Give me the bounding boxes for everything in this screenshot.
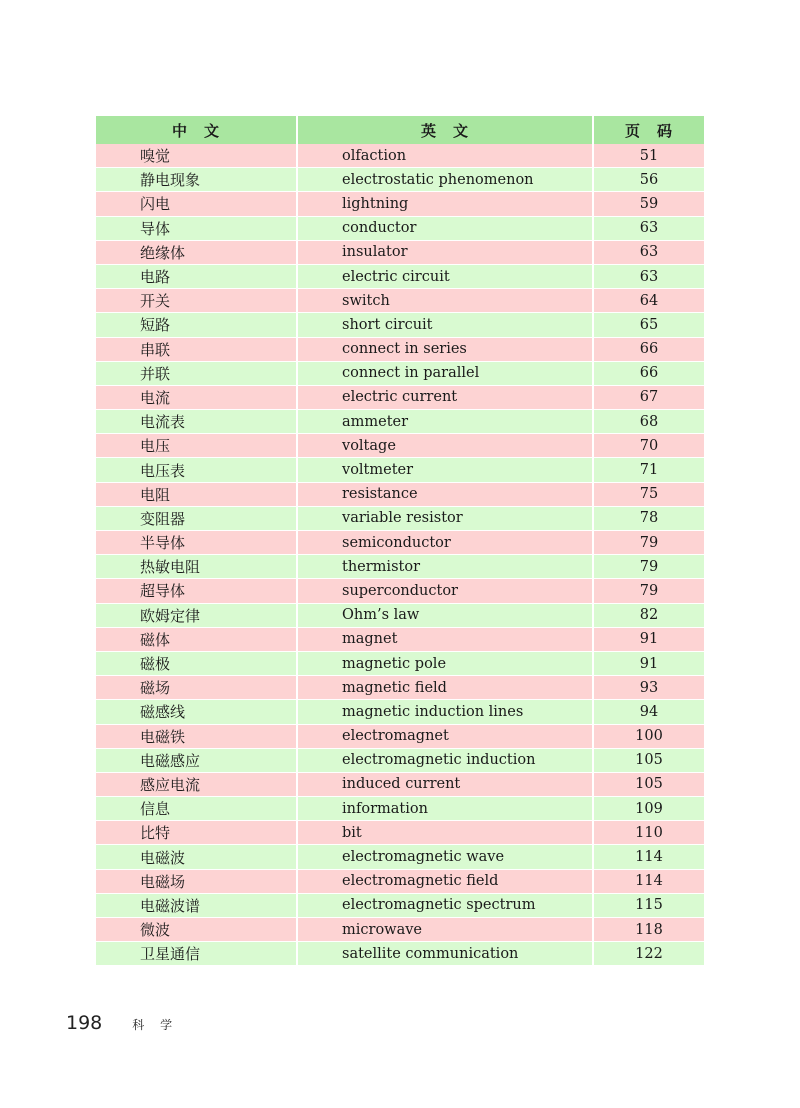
term-chinese: 电磁波谱 bbox=[96, 894, 298, 917]
table-row bbox=[96, 821, 704, 845]
term-chinese: 静电现象 bbox=[96, 168, 298, 191]
term-english: magnetic field bbox=[298, 676, 594, 699]
table-body bbox=[96, 144, 704, 966]
table-row bbox=[96, 894, 704, 918]
term-page: 79 bbox=[594, 531, 704, 554]
term-page: 66 bbox=[594, 362, 704, 385]
table-row bbox=[96, 458, 704, 482]
table-row bbox=[96, 628, 704, 652]
term-chinese: 感应电流 bbox=[96, 773, 298, 796]
header-english: 英 文 bbox=[298, 116, 594, 144]
table-row bbox=[96, 168, 704, 192]
term-english: electrostatic phenomenon bbox=[298, 168, 594, 191]
table-row bbox=[96, 676, 704, 700]
term-chinese: 比特 bbox=[96, 821, 298, 844]
term-english: voltage bbox=[298, 434, 594, 457]
term-page: 114 bbox=[594, 870, 704, 893]
term-chinese: 电磁感应 bbox=[96, 749, 298, 772]
term-chinese: 电压表 bbox=[96, 458, 298, 481]
table-row bbox=[96, 942, 704, 966]
term-english: superconductor bbox=[298, 579, 594, 602]
table-row bbox=[96, 217, 704, 241]
term-english: Ohm’s law bbox=[298, 604, 594, 627]
term-chinese: 超导体 bbox=[96, 579, 298, 602]
term-page: 65 bbox=[594, 313, 704, 336]
table-row bbox=[96, 797, 704, 821]
term-english: lightning bbox=[298, 192, 594, 215]
term-page: 91 bbox=[594, 652, 704, 675]
term-english: semiconductor bbox=[298, 531, 594, 554]
term-english: switch bbox=[298, 289, 594, 312]
term-english: connect in parallel bbox=[298, 362, 594, 385]
table-row bbox=[96, 918, 704, 942]
table-row bbox=[96, 870, 704, 894]
table-row bbox=[96, 338, 704, 362]
table-row bbox=[96, 192, 704, 216]
table-row bbox=[96, 410, 704, 434]
term-page: 63 bbox=[594, 265, 704, 288]
term-chinese: 卫星通信 bbox=[96, 942, 298, 965]
term-chinese: 串联 bbox=[96, 338, 298, 361]
table-row bbox=[96, 313, 704, 337]
term-chinese: 电压 bbox=[96, 434, 298, 457]
table-row bbox=[96, 604, 704, 628]
table-row bbox=[96, 507, 704, 531]
term-english: information bbox=[298, 797, 594, 820]
term-english: bit bbox=[298, 821, 594, 844]
term-english: voltmeter bbox=[298, 458, 594, 481]
term-page: 82 bbox=[594, 604, 704, 627]
term-english: satellite communication bbox=[298, 942, 594, 965]
page-footer bbox=[66, 1012, 178, 1034]
table-row bbox=[96, 241, 704, 265]
term-page: 71 bbox=[594, 458, 704, 481]
term-page: 110 bbox=[594, 821, 704, 844]
term-page: 114 bbox=[594, 845, 704, 868]
term-english: connect in series bbox=[298, 338, 594, 361]
term-chinese: 电磁铁 bbox=[96, 725, 298, 748]
term-chinese: 信息 bbox=[96, 797, 298, 820]
table-header-row bbox=[96, 116, 704, 144]
term-page: 63 bbox=[594, 217, 704, 240]
term-page: 105 bbox=[594, 749, 704, 772]
term-chinese: 变阻器 bbox=[96, 507, 298, 530]
term-chinese: 磁体 bbox=[96, 628, 298, 651]
term-english: magnetic pole bbox=[298, 652, 594, 675]
term-english: electromagnet bbox=[298, 725, 594, 748]
table-row bbox=[96, 773, 704, 797]
term-page: 93 bbox=[594, 676, 704, 699]
table-row bbox=[96, 386, 704, 410]
table-row bbox=[96, 144, 704, 168]
term-english: thermistor bbox=[298, 555, 594, 578]
term-english: magnetic induction lines bbox=[298, 700, 594, 723]
term-chinese: 磁场 bbox=[96, 676, 298, 699]
term-page: 79 bbox=[594, 579, 704, 602]
table-row bbox=[96, 362, 704, 386]
term-english: variable resistor bbox=[298, 507, 594, 530]
page-number: 198 bbox=[66, 1012, 103, 1034]
term-chinese: 导体 bbox=[96, 217, 298, 240]
term-page: 70 bbox=[594, 434, 704, 457]
term-page: 63 bbox=[594, 241, 704, 264]
term-chinese: 磁极 bbox=[96, 652, 298, 675]
term-page: 91 bbox=[594, 628, 704, 651]
term-english: microwave bbox=[298, 918, 594, 941]
term-english: electromagnetic wave bbox=[298, 845, 594, 868]
table-row bbox=[96, 579, 704, 603]
term-chinese: 磁感线 bbox=[96, 700, 298, 723]
table-row bbox=[96, 652, 704, 676]
term-chinese: 微波 bbox=[96, 918, 298, 941]
term-page: 66 bbox=[594, 338, 704, 361]
term-chinese: 嗅觉 bbox=[96, 144, 298, 167]
term-page: 64 bbox=[594, 289, 704, 312]
term-page: 56 bbox=[594, 168, 704, 191]
term-chinese: 欧姆定律 bbox=[96, 604, 298, 627]
term-english: electromagnetic spectrum bbox=[298, 894, 594, 917]
term-page: 75 bbox=[594, 483, 704, 506]
table-row bbox=[96, 434, 704, 458]
term-page: 51 bbox=[594, 144, 704, 167]
table-row bbox=[96, 845, 704, 869]
term-english: magnet bbox=[298, 628, 594, 651]
term-chinese: 电流表 bbox=[96, 410, 298, 433]
term-english: electromagnetic field bbox=[298, 870, 594, 893]
term-english: resistance bbox=[298, 483, 594, 506]
table-row bbox=[96, 289, 704, 313]
table-row bbox=[96, 749, 704, 773]
term-page: 79 bbox=[594, 555, 704, 578]
term-page: 115 bbox=[594, 894, 704, 917]
term-chinese: 电阻 bbox=[96, 483, 298, 506]
term-page: 105 bbox=[594, 773, 704, 796]
term-chinese: 短路 bbox=[96, 313, 298, 336]
table-row bbox=[96, 531, 704, 555]
book-title: 科 学 bbox=[132, 1018, 179, 1032]
table-row bbox=[96, 555, 704, 579]
term-english: conductor bbox=[298, 217, 594, 240]
term-page: 59 bbox=[594, 192, 704, 215]
term-english: electric current bbox=[298, 386, 594, 409]
glossary-table bbox=[96, 116, 704, 966]
term-chinese: 电磁场 bbox=[96, 870, 298, 893]
term-page: 109 bbox=[594, 797, 704, 820]
term-english: short circuit bbox=[298, 313, 594, 336]
table-row bbox=[96, 483, 704, 507]
term-english: induced current bbox=[298, 773, 594, 796]
term-chinese: 开关 bbox=[96, 289, 298, 312]
term-english: olfaction bbox=[298, 144, 594, 167]
term-page: 67 bbox=[594, 386, 704, 409]
term-chinese: 热敏电阻 bbox=[96, 555, 298, 578]
term-chinese: 电流 bbox=[96, 386, 298, 409]
term-chinese: 并联 bbox=[96, 362, 298, 385]
table-row bbox=[96, 265, 704, 289]
term-english: electromagnetic induction bbox=[298, 749, 594, 772]
term-chinese: 绝缘体 bbox=[96, 241, 298, 264]
term-page: 100 bbox=[594, 725, 704, 748]
term-chinese: 半导体 bbox=[96, 531, 298, 554]
term-page: 94 bbox=[594, 700, 704, 723]
term-page: 122 bbox=[594, 942, 704, 965]
header-page: 页 码 bbox=[594, 116, 704, 144]
table-row bbox=[96, 725, 704, 749]
term-chinese: 电路 bbox=[96, 265, 298, 288]
table-row bbox=[96, 700, 704, 724]
header-chinese: 中 文 bbox=[96, 116, 298, 144]
term-english: insulator bbox=[298, 241, 594, 264]
term-chinese: 闪电 bbox=[96, 192, 298, 215]
term-english: electric circuit bbox=[298, 265, 594, 288]
term-page: 78 bbox=[594, 507, 704, 530]
term-page: 118 bbox=[594, 918, 704, 941]
term-page: 68 bbox=[594, 410, 704, 433]
term-english: ammeter bbox=[298, 410, 594, 433]
term-chinese: 电磁波 bbox=[96, 845, 298, 868]
